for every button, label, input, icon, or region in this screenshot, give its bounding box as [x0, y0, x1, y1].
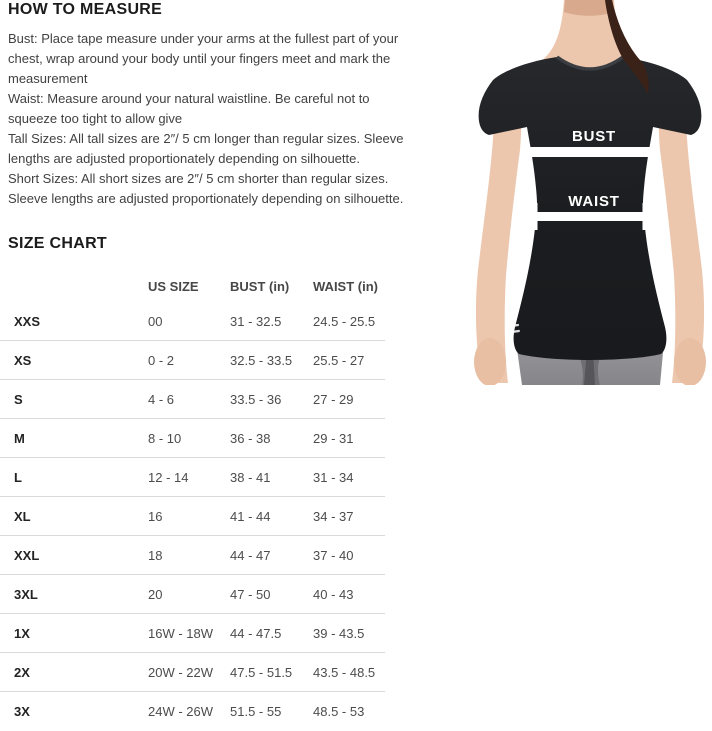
- table-row-m: [0, 419, 385, 458]
- bust-value: 36 - 38: [230, 430, 271, 446]
- us-size-value: 16W - 18W: [148, 625, 214, 641]
- table-row-xl: [0, 497, 385, 536]
- us-size-value: 24W - 26W: [148, 704, 214, 719]
- size-label: 3XL: [14, 586, 38, 602]
- size-label: M: [14, 430, 25, 446]
- tall-sizes-note: Tall Sizes: All tall sizes are 2″/ 5 cm longer than regular sizes. Sleeve lengths are adjusted proportionately depending on silhouette.: [8, 131, 404, 166]
- table-row-xxs: [0, 302, 385, 341]
- table-row-2x: [0, 653, 385, 692]
- bust-value: 47.5 - 51.5: [230, 664, 293, 680]
- us-size-value: 0 - 2: [148, 352, 175, 368]
- bust-value: 32.5 - 33.5: [230, 352, 293, 368]
- size-label: 3X: [14, 704, 30, 719]
- header-us-size: US SIZE: [148, 279, 199, 294]
- table-row-xs: [0, 341, 385, 380]
- waist-label: WAIST: [568, 193, 620, 210]
- measure-instructions: [8, 29, 410, 209]
- us-size-value: 20: [148, 586, 163, 602]
- bust-label: BUST: [571, 128, 617, 145]
- waist-value: 40 - 43: [313, 586, 354, 602]
- us-size-value: 18: [148, 547, 163, 563]
- waist-value: 34 - 37: [313, 508, 354, 524]
- bust-value: 33.5 - 36: [230, 391, 282, 407]
- bust-value: 38 - 41: [230, 469, 271, 485]
- bust-measure-bar: [527, 147, 653, 157]
- size-label: 2X: [14, 664, 30, 680]
- bust-value: 44 - 47: [230, 547, 271, 563]
- table-row-s: [0, 380, 385, 419]
- bust-value: 47 - 50: [230, 586, 271, 602]
- size-label: L: [14, 469, 22, 485]
- size-label: XXS: [14, 313, 41, 329]
- table-row-xxl: [0, 536, 385, 575]
- table-row-3x: [0, 692, 385, 731]
- size-label: XXL: [14, 547, 40, 563]
- table-header-row: [0, 279, 385, 302]
- waist-value: 37 - 40: [313, 547, 354, 563]
- size-label: XL: [14, 508, 31, 524]
- table-row-3xl: [0, 575, 385, 614]
- us-size-value: 4 - 6: [148, 391, 175, 407]
- waist-value: 43.5 - 48.5: [313, 664, 376, 680]
- table-row-1x: [0, 614, 385, 653]
- us-size-value: 8 - 10: [148, 430, 182, 446]
- bust-value: 44 - 47.5: [230, 625, 282, 641]
- us-size-value: 16: [148, 508, 163, 524]
- us-size-value: 20W - 22W: [148, 664, 214, 680]
- waist-value: 31 - 34: [313, 469, 354, 485]
- us-size-value: 12 - 14: [148, 469, 189, 485]
- bust-instruction: Bust: Place tape measure under your arms at the fullest part of your chest, wrap around your body until your fingers meet and mark the measurement: [8, 31, 399, 86]
- bust-value: 51.5 - 55: [230, 704, 282, 719]
- waist-value: 29 - 31: [313, 430, 354, 446]
- header-waist-in: WAIST (in): [313, 279, 378, 294]
- size-label: S: [14, 391, 23, 407]
- waist-value: 39 - 43.5: [313, 625, 365, 641]
- waist-value: 27 - 29: [313, 391, 354, 407]
- model-photo: [460, 0, 712, 385]
- size-label: 1X: [14, 625, 30, 641]
- size-chart-table: [0, 279, 385, 731]
- waist-value: 24.5 - 25.5: [313, 313, 376, 329]
- table-row-l: [0, 458, 385, 497]
- waist-value: 48.5 - 53: [313, 704, 365, 719]
- size-label: XS: [14, 352, 32, 368]
- bust-value: 31 - 32.5: [230, 313, 282, 329]
- how-to-measure-heading: HOW TO MEASURE: [8, 1, 163, 18]
- bust-value: 41 - 44: [230, 508, 271, 524]
- waist-value: 25.5 - 27: [313, 352, 365, 368]
- us-size-value: 00: [148, 313, 163, 329]
- short-sizes-note: Short Sizes: All short sizes are 2″/ 5 cm shorter than regular sizes. Sleeve lengths are adjusted proportionately depending on silhouette.: [8, 171, 404, 206]
- header-bust-in: BUST (in): [230, 279, 290, 294]
- size-chart-heading: SIZE CHART: [8, 235, 107, 252]
- waist-instruction: Waist: Measure around your natural waistline. Be careful not to squeeze too tight to allow give: [8, 91, 370, 126]
